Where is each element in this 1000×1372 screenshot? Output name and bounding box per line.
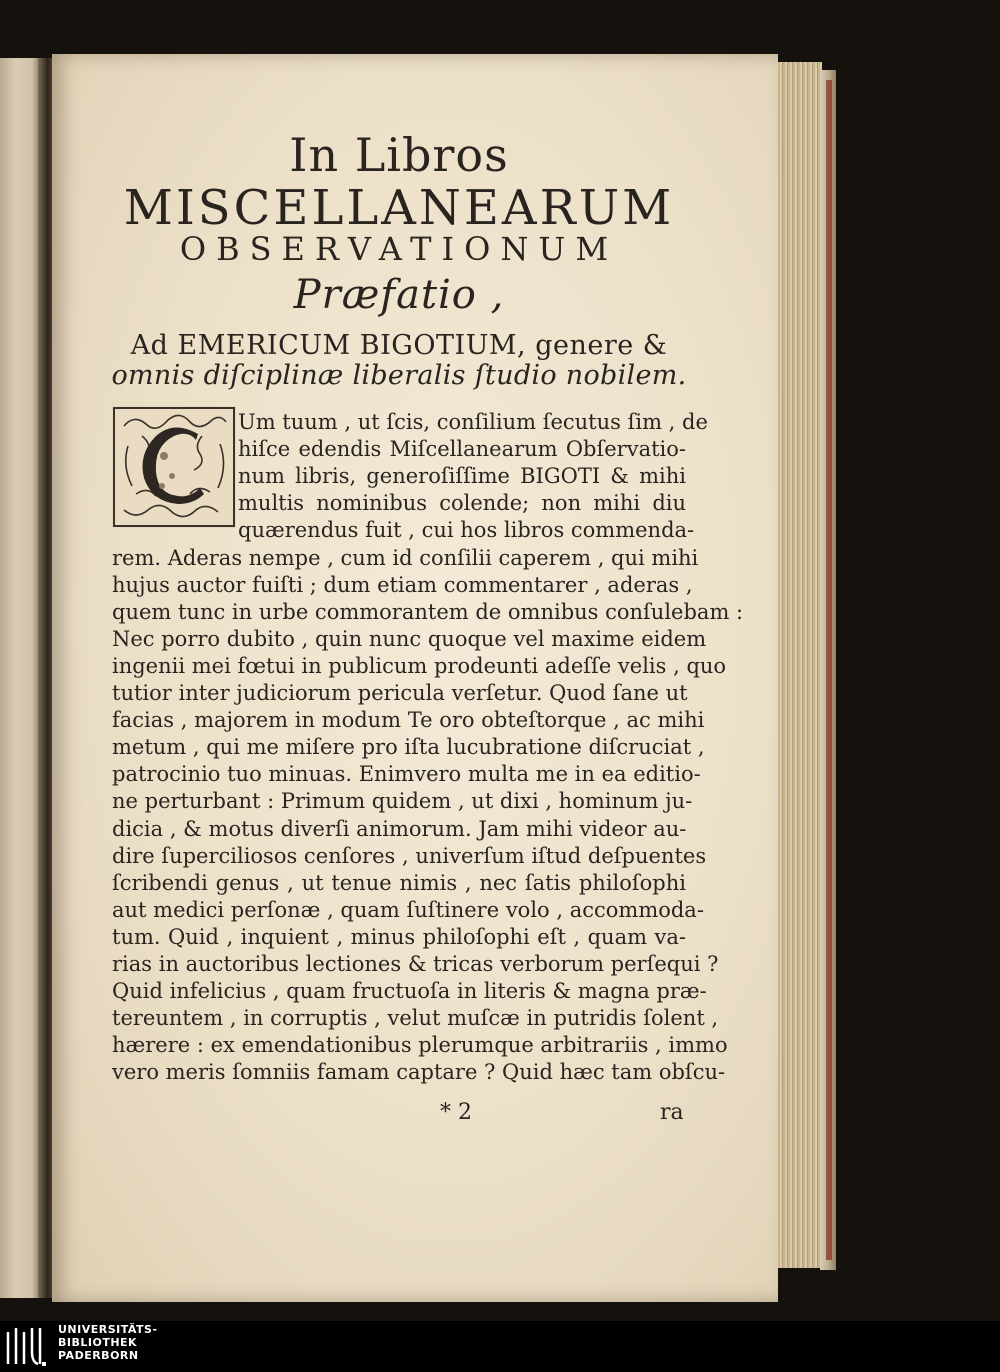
title-line-2: MISCELLANEARUM — [123, 180, 675, 236]
text-line: vero meris ſomniis famam captare ? Quid hæc tam obſcu- — [112, 1060, 726, 1085]
text-line: ne perturbant : Primum quidem , ut dixi , hominum ju- — [112, 789, 693, 814]
text-line: rem. Aderas nempe , cum id conſilii caperem , qui mihi — [112, 545, 699, 570]
library-name-line-1: UNIVERSITÄTS- — [58, 1323, 158, 1336]
text-line: patrocinio tuo minuas. Enimvero multa me in ea editio- — [112, 762, 701, 787]
text-line: tutior inter judiciorum pericula verſetur. Quod ſane ut — [112, 681, 688, 705]
text-line: quærendus fuit , cui hos libros commenda- — [238, 518, 695, 543]
library-name-line-2: BIBLIOTHEK — [58, 1336, 138, 1349]
library-name-line-3: PADERBORN — [58, 1349, 139, 1362]
text-line: facias , majorem in modum Te oro obteſtorque , ac mihi — [112, 708, 705, 733]
page-block-edge — [778, 62, 822, 1268]
text-line: ſcribendi genus , ut tenue nimis , nec ſatis philoſophi — [112, 870, 686, 895]
text-line: num libris, generoſiſſime BIGOTI & mihi — [238, 464, 686, 489]
text-line: dire ſuperciliosos cenſores , univerſum iſtud deſpuentes — [112, 843, 707, 868]
title-line-1: In Libros — [289, 128, 509, 182]
text-line: aut medici perſonæ , quam ſuſtinere volo , accommoda- — [112, 897, 704, 922]
text-line: tum. Quid , inquient , minus philoſophi eſt , quam va- — [112, 924, 686, 949]
text-line: multis nominibus colende; non mihi diu — [238, 491, 686, 516]
text-line: dicia , & motus diverſi animorum. Jam mihi videor au- — [112, 816, 687, 841]
library-logo-icon — [4, 1324, 48, 1368]
text-line: Um tuum , ut ſcis, conſilium ſecutus ſim , de — [238, 410, 708, 434]
text-line: quem tunc in urbe commorantem de omnibus conſulebam : — [112, 599, 744, 624]
text-line: rias in auctoribus lectiones & tricas verborum perſequi ? — [112, 952, 719, 976]
drop-capital-ornament — [112, 406, 236, 528]
left-page-edge — [0, 58, 40, 1298]
binding-strip — [826, 80, 832, 1260]
dedication-line-1: Ad EMERICUM BIGOTIUM, genere & — [130, 330, 668, 361]
text-line: Quid infelicius , quam fructuoſa in literis & magna præ- — [112, 979, 707, 1004]
text-line: metum , qui me miſere pro iſta lucubratione diſcruciat , — [112, 735, 705, 760]
signature-mark: * 2 — [440, 1100, 472, 1125]
text-line: Nec porro dubito , quin nunc quoque vel maxime eidem — [112, 626, 707, 651]
text-line: hujus auctor fuiſti ; dum etiam commentarer , aderas , — [112, 572, 693, 597]
title-line-4: Præfatio , — [293, 272, 505, 318]
title-line-3: OBSERVATIONUM — [179, 230, 619, 268]
dedication-line-2: omnis diſciplinæ liberalis ſtudio nobilem. — [111, 360, 687, 391]
catchword: ra — [660, 1100, 684, 1125]
text-line: hiſce edendis Miſcellanearum Obſervatio- — [238, 437, 686, 462]
text-line: ingenii mei fœtui in publicum prodeunti adeſſe velis , quo — [112, 653, 727, 678]
text-line: tereuntem , in corruptis , velut muſcæ in putridis ſolent , — [112, 1006, 719, 1031]
text-line: hærere : ex emendationibus plerumque arbitrariis , immo — [112, 1033, 728, 1058]
